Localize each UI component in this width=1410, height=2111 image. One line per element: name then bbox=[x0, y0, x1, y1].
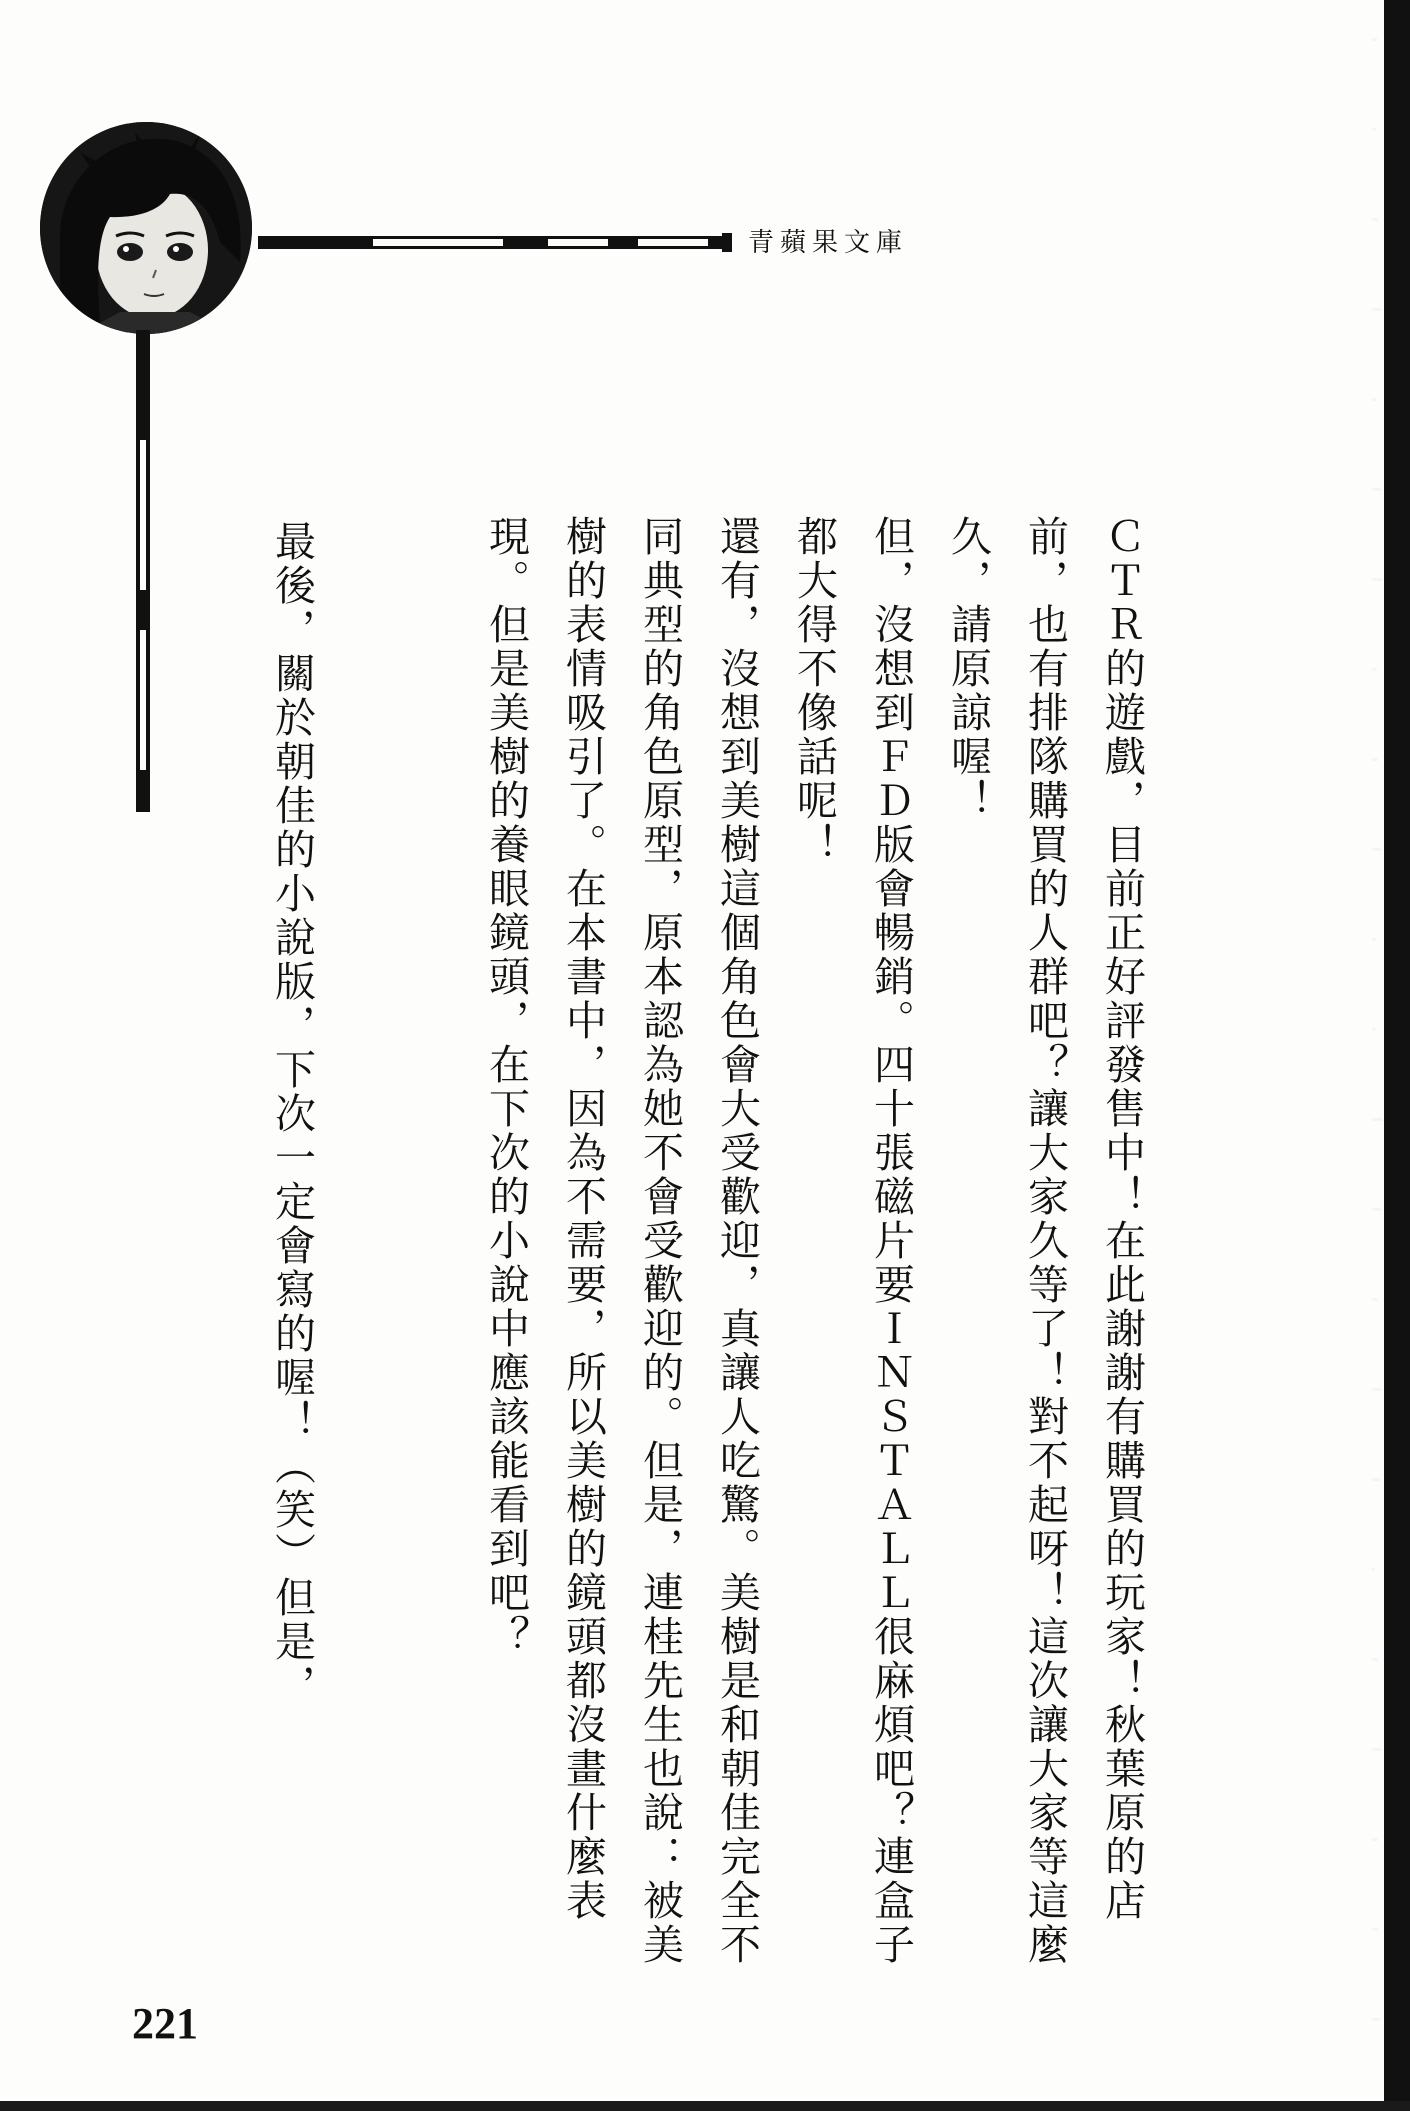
paragraph-1: ＣＴＲ的遊戲，目前正好評發售中！在此謝謝有購買的玩家！秋葉原的店前，也有排隊購買的人群吧？讓大家久等了！對不起呀！這次讓大家等這麼久，請原諒喔！ bbox=[944, 515, 1146, 1967]
character-portrait bbox=[40, 122, 252, 334]
closing-text bbox=[253, 520, 330, 1980]
series-title: 青蘋果文庫 bbox=[748, 228, 909, 258]
page-edge-right bbox=[1384, 0, 1410, 2111]
paragraph-4: 最後，關於朝佳的小說版，下次一定會寫的喔！（笑）但是， bbox=[268, 520, 316, 1708]
paragraph-3: 還有，沒想到美樹這個角色會大受歡迎，真讓人吃驚。美樹是和朝佳完全不同典型的角色原型，原本認為她不會受歡迎的。但是，連桂先生也說：被美樹的表情吸引了。在本書中，因為不需要，所以美樹的鏡頭都沒畫什麼表現。但是美樹的養眼鏡頭，在下次的小說中應該能看到吧？ bbox=[482, 515, 761, 1967]
vertical-rule bbox=[136, 330, 150, 812]
page-edge-bottom bbox=[0, 2101, 1410, 2111]
portrait-illustration bbox=[40, 122, 252, 334]
page-number: 221 bbox=[132, 1999, 198, 2048]
main-text bbox=[467, 515, 1160, 1975]
header-rule bbox=[258, 236, 728, 249]
paragraph-2: 但，沒想到ＦＤ版會暢銷。四十張磁片要ＩＮＳＴＡＬＬ很麻煩吧？連盒子都大得不像話呢！ bbox=[790, 515, 915, 1967]
